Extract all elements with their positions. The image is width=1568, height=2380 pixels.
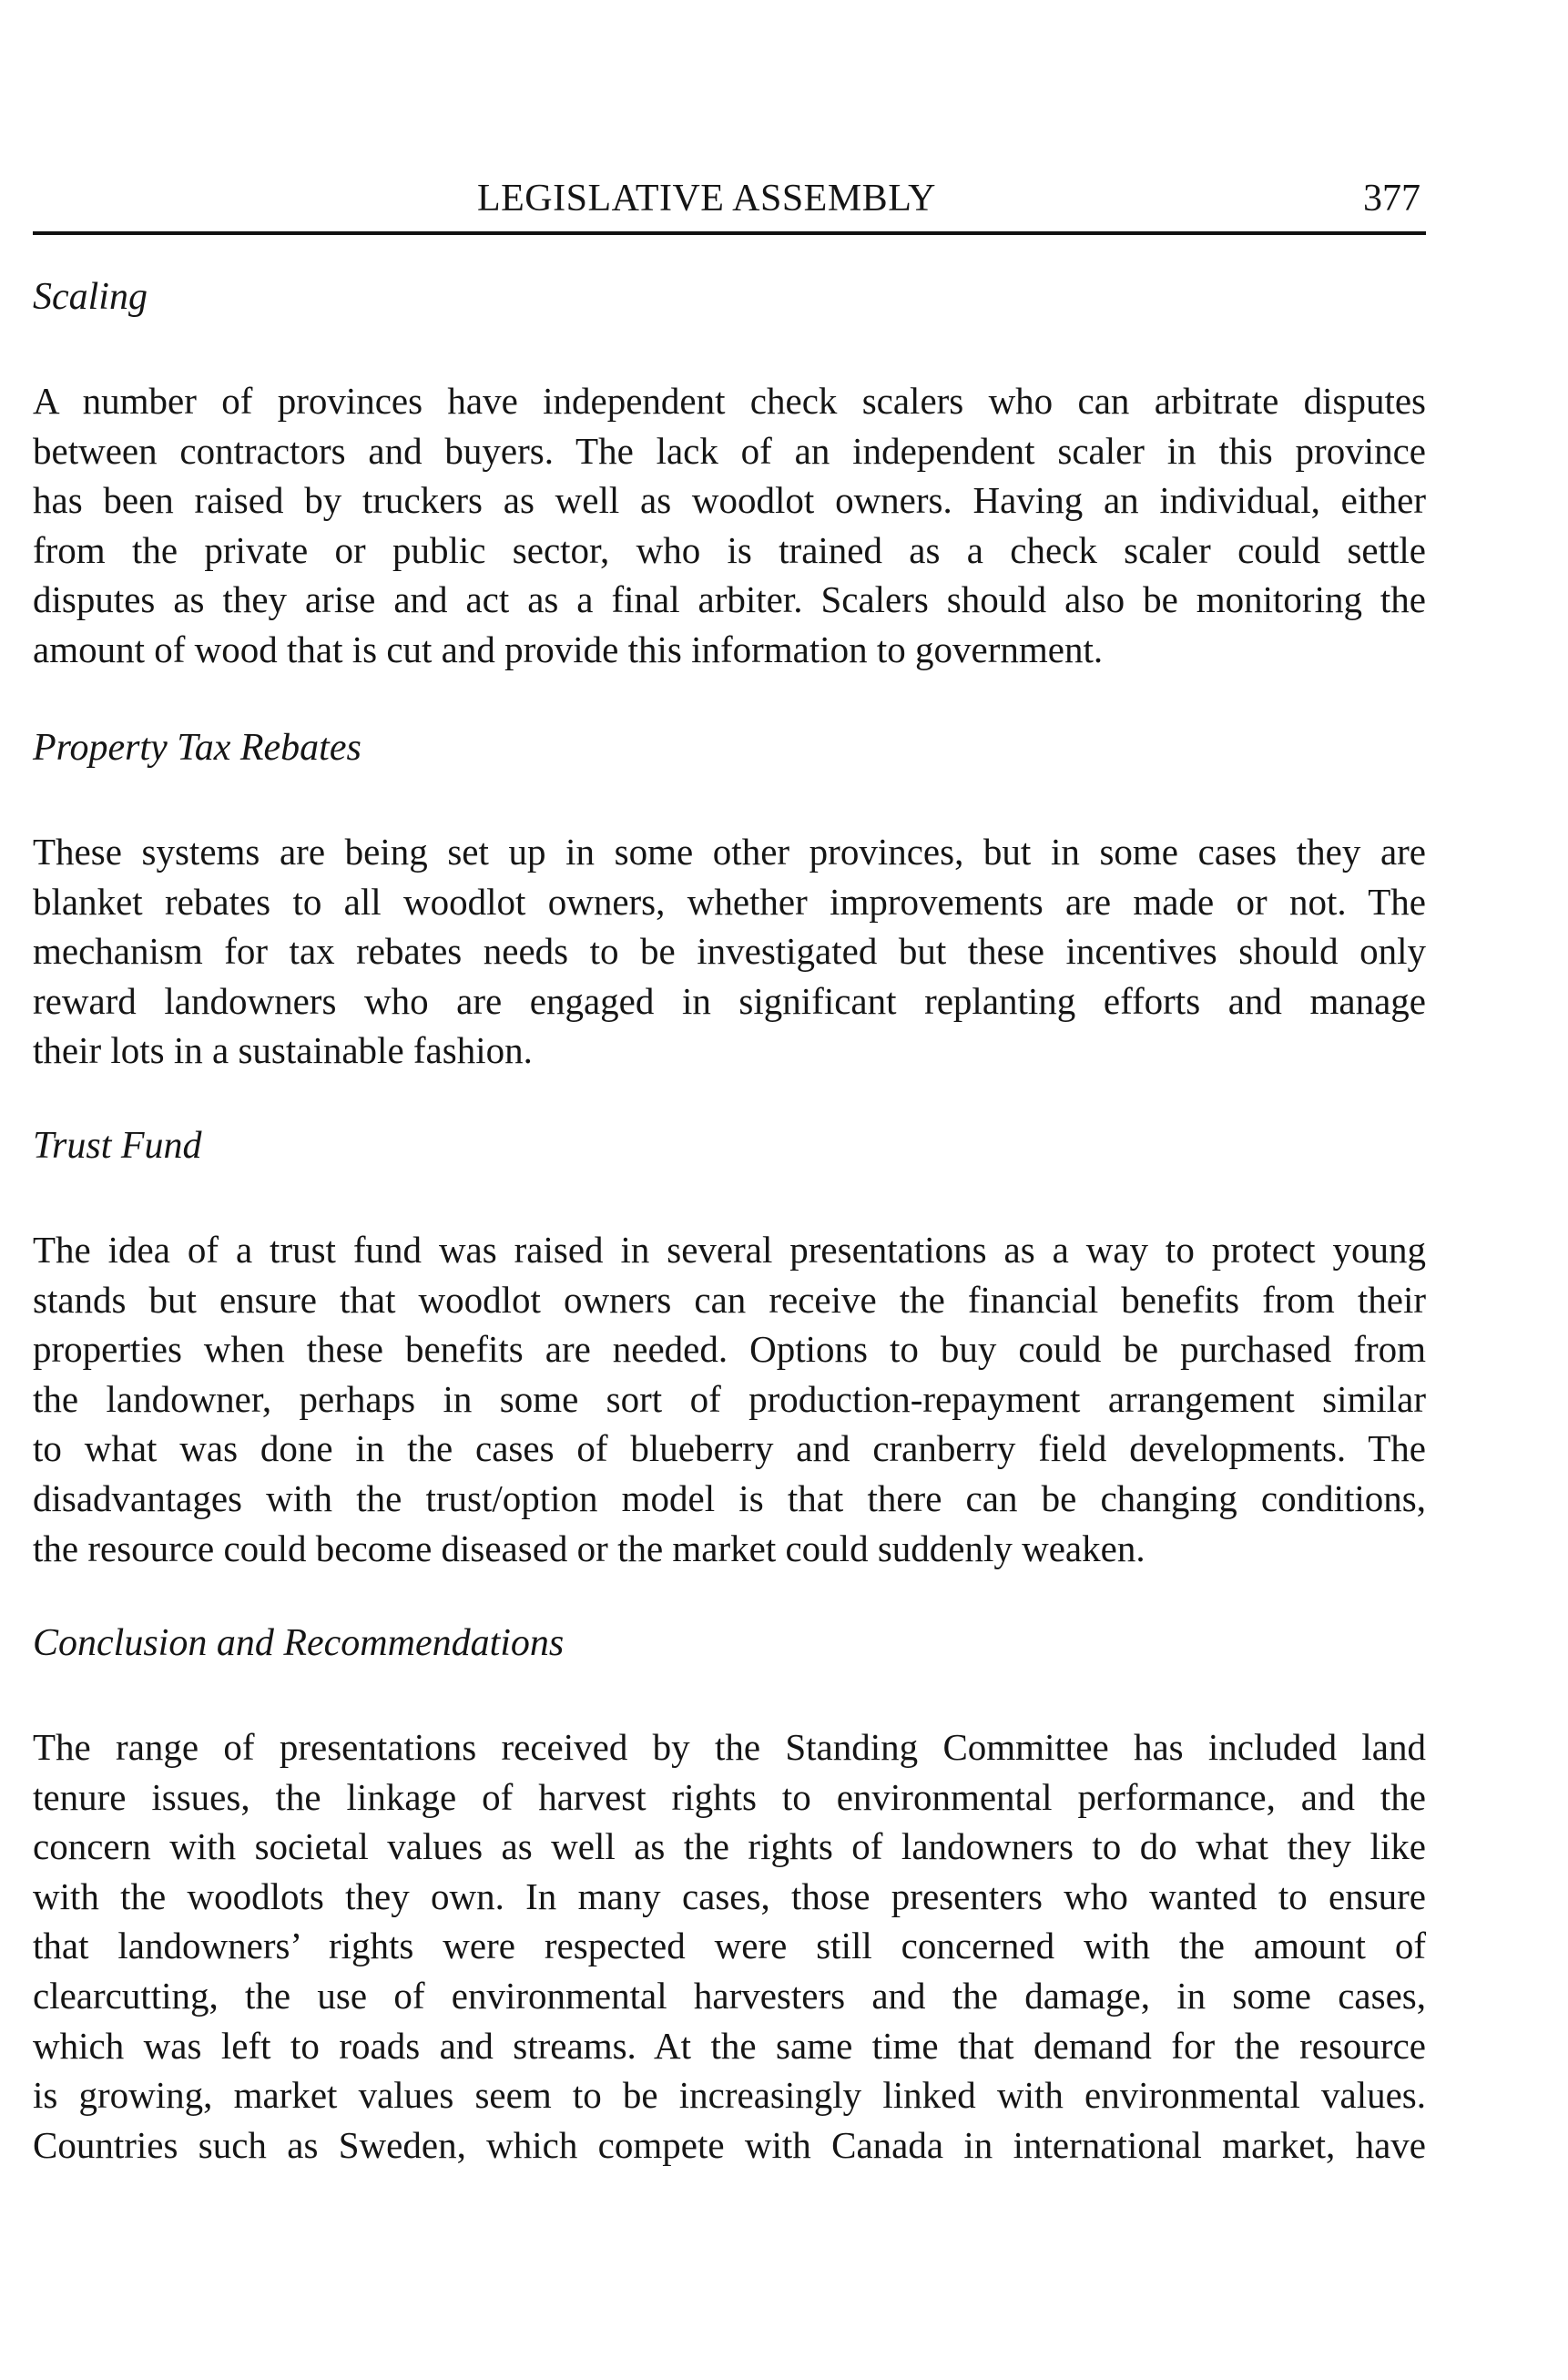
paragraph-line: concern with societal values as well as the rights of landowners to do what they like	[33, 1825, 1426, 1868]
paragraph-line: with the woodlots they own. In many cases, those presenters who wanted to ensure	[33, 1874, 1426, 1917]
paragraph-line: disadvantages with the trust/option model is that there can be changing conditions,	[33, 1476, 1426, 1519]
paragraph-conclusion	[33, 1722, 1426, 2170]
paragraph-line: properties when these benefits are needed. Options to buy could be purchased from	[33, 1328, 1426, 1371]
paragraph-line: Countries such as Sweden, which compete with Canada in international market, have	[33, 2123, 1426, 2166]
paragraph-property-tax-rebates	[33, 827, 1426, 1076]
paragraph-line: The idea of a trust fund was raised in several presentations as a way to protect young	[33, 1229, 1426, 1271]
paragraph-line: the landowner, perhaps in some sort of production-repayment arrangement similar	[33, 1377, 1426, 1420]
paragraph-line: from the private or public sector, who is trained as a check scaler could settle	[33, 528, 1426, 571]
paragraph-line: is growing, market values seem to be increasingly linked with environmental values.	[33, 2074, 1426, 2117]
paragraph-line: stands but ensure that woodlot owners can receive the financial benefits from their	[33, 1278, 1426, 1321]
paragraph-line: which was left to roads and streams. At the same time that demand for the resource	[33, 2024, 1426, 2067]
section-heading-trust-fund: Trust Fund	[33, 1125, 202, 1167]
paragraph-line: to what was done in the cases of blueberry and cranberry field developments. The	[33, 1427, 1426, 1470]
paragraph-line: has been raised by truckers as well as woodlot owners. Having an individual, either	[33, 479, 1426, 522]
document-page	[33, 0, 1426, 2380]
section-heading-scaling: Scaling	[33, 276, 148, 318]
paragraph-line: blanket rebates to all woodlot owners, whether improvements are made or not. The	[33, 880, 1426, 923]
running-header	[33, 171, 1426, 235]
paragraph-line: reward landowners who are engaged in significant replanting efforts and manage	[33, 979, 1426, 1022]
paragraph-line: mechanism for tax rebates needs to be investigated but these incentives should only	[33, 930, 1426, 973]
paragraph-trust-fund	[33, 1225, 1426, 1573]
paragraph-line: amount of wood that is cut and provide this information to government.	[33, 628, 1104, 670]
section-heading-property-tax-rebates: Property Tax Rebates	[33, 727, 361, 769]
paragraph-line: that landowners’ rights were respected were still concerned with the amount of	[33, 1925, 1426, 1967]
paragraph-scaling	[33, 376, 1426, 675]
paragraph-line: the resource could become diseased or the market could suddenly weaken.	[33, 1527, 1145, 1569]
running-header-title: LEGISLATIVE ASSEMBLY	[477, 178, 936, 220]
paragraph-line: their lots in a sustainable fashion.	[33, 1029, 533, 1072]
paragraph-line: between contractors and buyers. The lack of an independent scaler in this province	[33, 429, 1426, 472]
paragraph-line: clearcutting, the use of environmental harvesters and the damage, in some cases,	[33, 1974, 1426, 2017]
paragraph-line: These systems are being set up in some other provinces, but in some cases they are	[33, 831, 1426, 873]
paragraph-line: disputes as they arise and act as a final arbiter. Scalers should also be monitoring the	[33, 578, 1426, 621]
section-heading-conclusion: Conclusion and Recommendations	[33, 1622, 565, 1664]
page-number: 377	[1363, 178, 1420, 220]
paragraph-line: tenure issues, the linkage of harvest rights to environmental performance, and the	[33, 1775, 1426, 1818]
paragraph-line: The range of presentations received by the Standing Committee has included land	[33, 1726, 1426, 1768]
paragraph-line: A number of provinces have independent check scalers who can arbitrate disputes	[33, 380, 1426, 422]
